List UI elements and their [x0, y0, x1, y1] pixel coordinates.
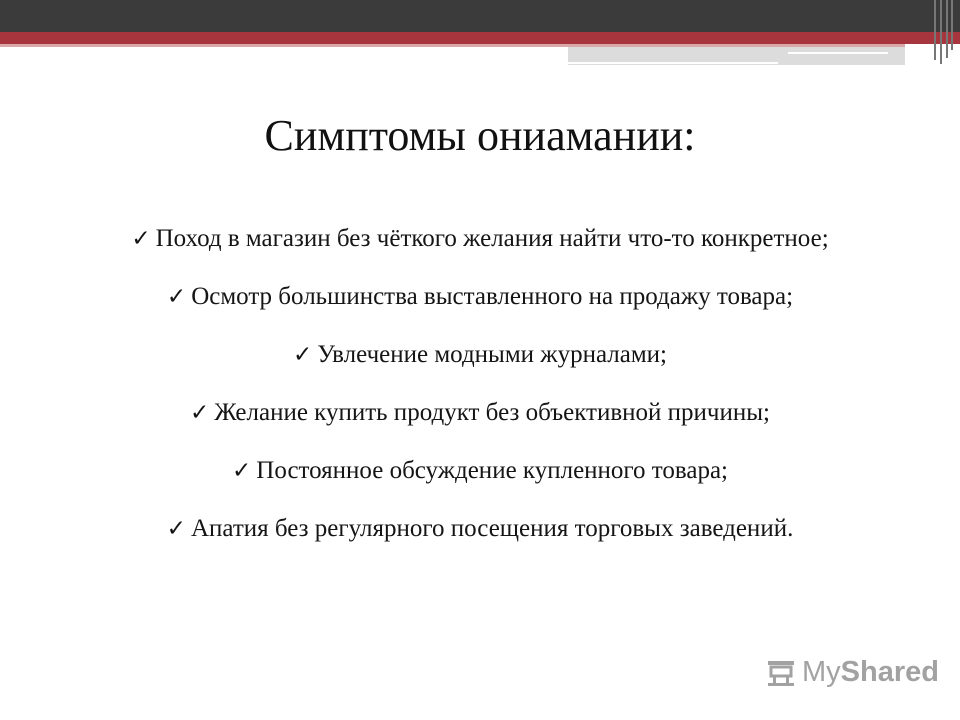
myshared-watermark: [766, 652, 939, 692]
bullet-text: Постоянное обсуждение купленного товара;: [256, 457, 729, 484]
checkmark-icon: ✓: [190, 400, 210, 426]
checkmark-icon: ✓: [166, 516, 186, 542]
checkmark-icon: ✓: [166, 284, 187, 310]
bullet-item: [60, 500, 900, 558]
accent-highlight-line: [568, 62, 778, 64]
checkmark-icon: ✓: [231, 458, 252, 484]
bullet-item: [60, 268, 900, 326]
bullet-item: [60, 210, 900, 268]
bullet-text: Апатия без регулярного посещения торговых заведений.: [190, 515, 794, 542]
corner-vertical-line: [940, 0, 942, 64]
bullet-text: Желание купить продукт без объективной причины;: [214, 399, 770, 426]
bullet-text: Осмотр большинства выставленного на продажу товара;: [191, 283, 794, 310]
slide-title: Симптомы ониамании:: [264, 111, 696, 160]
bullet-item: [60, 384, 900, 442]
bullet-list: [60, 210, 900, 558]
watermark-prefix: My: [802, 655, 841, 688]
corner-vertical-line: [946, 0, 948, 58]
bullet-item: [60, 442, 900, 500]
accent-highlight-line: [788, 52, 888, 54]
checkmark-icon: ✓: [293, 342, 313, 368]
checkmark-icon: ✓: [131, 226, 151, 252]
top-dark-bar: [0, 0, 960, 32]
myshared-logo-icon: [766, 657, 796, 687]
corner-vertical-line: [934, 0, 936, 60]
bullet-text: Увлечение модными журналами;: [317, 341, 667, 368]
bullet-text: Поход в магазин без чёткого желания найти что-то конкретное;: [155, 225, 829, 252]
bullet-item: [60, 326, 900, 384]
corner-vertical-line: [951, 0, 953, 50]
accent-red-bar: [0, 32, 960, 44]
watermark-suffix: Shared: [840, 655, 939, 688]
